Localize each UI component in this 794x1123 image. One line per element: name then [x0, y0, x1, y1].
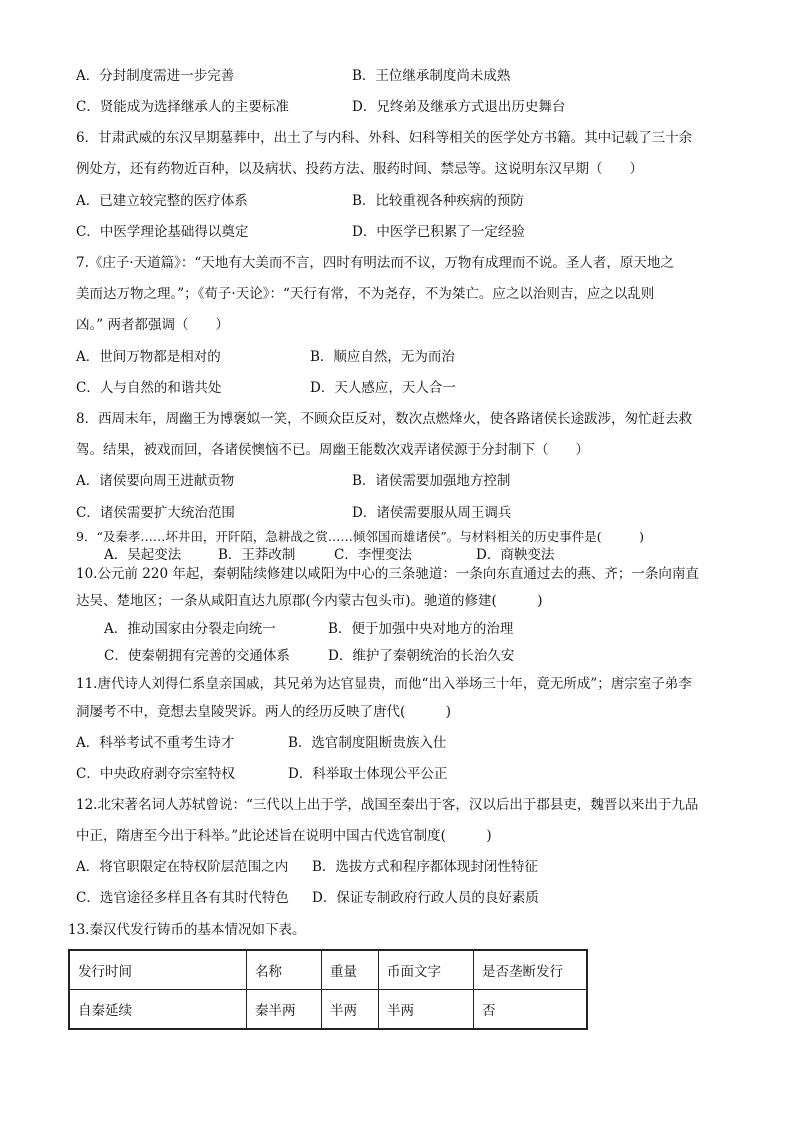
q8-option-b: B．诸侯需要加强地方控制	[352, 473, 511, 489]
q11-option-b: B．选官制度阻断贵族入仕	[288, 735, 447, 751]
q7-option-c: C．人与自然的和谐共处	[76, 380, 222, 396]
q8-option-a: A．诸侯要向周王进献贡物	[76, 473, 235, 489]
table-header-cell: 重量	[322, 950, 379, 990]
q11-stem-line2: 洞屡考不中，竟想去皇陵哭诉。两人的经历反映了唐代( )	[76, 704, 452, 720]
q6-option-c: C．中医学理论基础得以奠定	[76, 224, 249, 240]
table-cell: 半两	[379, 990, 474, 1030]
q12-option-d: D．保证专制政府行政人员的良好素质	[312, 890, 539, 906]
q7-stem-line2: 美而达万物之理。”；《荀子·天论》：“天行有常，不为尧存，不为桀亡。应之以治则吉，应之以乱则	[76, 286, 655, 302]
q10-option-c: C．使秦朝拥有完善的交通体系	[104, 648, 290, 664]
q5-option-d: D．兄终弟及继承方式退出历史舞台	[352, 99, 566, 115]
q10-option-b: B．便于加强中央对地方的治理	[328, 621, 514, 637]
coin-table	[68, 949, 588, 1030]
q10-stem-line2: 达吴、楚地区；一条从咸阳直达九原郡(今内蒙古包头市)。驰道的修建( )	[76, 593, 543, 609]
table-header-row	[69, 950, 587, 990]
q6-option-d: D．中医学已积累了一定经验	[352, 224, 525, 240]
q12-option-c: C．选官途径多样且各有其时代特色	[76, 890, 289, 906]
q12-option-b: B．选拔方式和程序都体现封闭性特征	[312, 859, 538, 875]
table-row	[69, 990, 587, 1030]
q7-option-b: B．顺应自然，无为而治	[310, 349, 455, 365]
q7-stem-line3: 凶。” 两者都强调（ ）	[76, 317, 229, 333]
q10-stem-line1: 10.公元前 220 年起，秦朝陆续修建以咸阳为中心的三条驰道：一条向东直通过去的燕、齐；一条向南直	[76, 566, 699, 582]
table-cell: 否	[474, 990, 588, 1030]
table-header-cell: 是否垄断发行	[474, 950, 588, 990]
q5-option-b: B．王位继承制度尚未成熟	[352, 68, 511, 84]
table-header-cell: 发行时间	[69, 950, 247, 990]
q5-option-c: C．贤能成为选择继承人的主要标准	[76, 99, 289, 115]
q9-option-d: D．商鞅变法	[476, 547, 555, 563]
q6-option-b: B．比较重视各种疾病的预防	[352, 193, 524, 209]
q10-option-d: D．维护了秦朝统治的长治久安	[328, 648, 515, 664]
q9-stem-line1: 9．“及秦孝……坏井田，开阡陌，急耕战之赏……倾邻国而雄诸侯”。与材料相关的历史事件是( )	[76, 529, 644, 544]
q10-option-a: A．推动国家由分裂走向统一	[104, 621, 276, 637]
table-header-cell: 币面文字	[379, 950, 474, 990]
q9-option-b: B．王莽改制	[218, 547, 296, 563]
q9-option-c: C．李悝变法	[334, 547, 412, 563]
q6-stem-line1: 6．甘肃武威的东汉早期墓葬中，出土了与内科、外科、妇科等相关的医学处方书籍。其中记载了三十余	[76, 130, 693, 146]
q6-stem-line2: 例处方，还有药物近百种，以及病状、投药方法、服药时间、禁忌等。这说明东汉早期（ ）	[76, 161, 643, 177]
q9-option-a: A．吴起变法	[104, 547, 182, 563]
q12-option-a: A．将官职限定在特权阶层范围之内	[76, 859, 289, 875]
table-cell: 自秦延续	[69, 990, 247, 1030]
q7-stem-line1: 7.《庄子·天道篇》：“天地有大美而不言，四时有明法而不议，万物有成理而不说。圣人者，原天地之	[76, 255, 674, 271]
q6-option-a: A．已建立较完整的医疗体系	[76, 193, 248, 209]
q12-stem-line1: 12.北宋著名词人苏轼曾说：“三代以上出于学，战国至秦出于客，汉以后出于郡县吏，魏晋以来出于九品	[76, 797, 699, 813]
q7-option-d: D．天人感应，天人合一	[310, 380, 456, 396]
q12-stem-line2: 中正，隋唐至今出于科举。”此论述旨在说明中国古代选官制度( )	[76, 828, 492, 844]
table-header-cell: 名称	[247, 950, 322, 990]
q8-option-d: D．诸侯需要服从周王调兵	[352, 505, 512, 521]
table-cell: 秦半两	[247, 990, 322, 1030]
q8-option-c: C．诸侯需要扩大统治范围	[76, 505, 235, 521]
q11-option-c: C．中央政府剥夺宗室特权	[76, 766, 235, 782]
q13-stem-line1: 13.秦汉代发行铸币的基本情况如下表。	[68, 922, 306, 938]
q11-option-d: D．科举取士体现公平公正	[288, 766, 448, 782]
q11-option-a: A．科举考试不重考生诗才	[76, 735, 235, 751]
q8-stem-line1: 8．西周末年，周幽王为博褒姒一笑，不顾众臣反对，数次点燃烽火，使各路诸侯长途跋涉，匆忙赶去救	[76, 411, 693, 427]
q8-stem-line2: 驾。结果，被戏而回，各诸侯懊恼不已。周幽王能数次戏弄诸侯源于分封制下（ ）	[76, 442, 589, 458]
q5-option-a: A．分封制度需进一步完善	[76, 68, 235, 84]
q7-option-a: A．世间万物都是相对的	[76, 349, 221, 365]
q11-stem-line1: 11.唐代诗人刘得仁系皇亲国戚，其兄弟为达官显贵，而他“出入举场三十年，竟无所成”；唐宗室子弟李	[76, 676, 692, 692]
table-cell: 半两	[322, 990, 379, 1030]
